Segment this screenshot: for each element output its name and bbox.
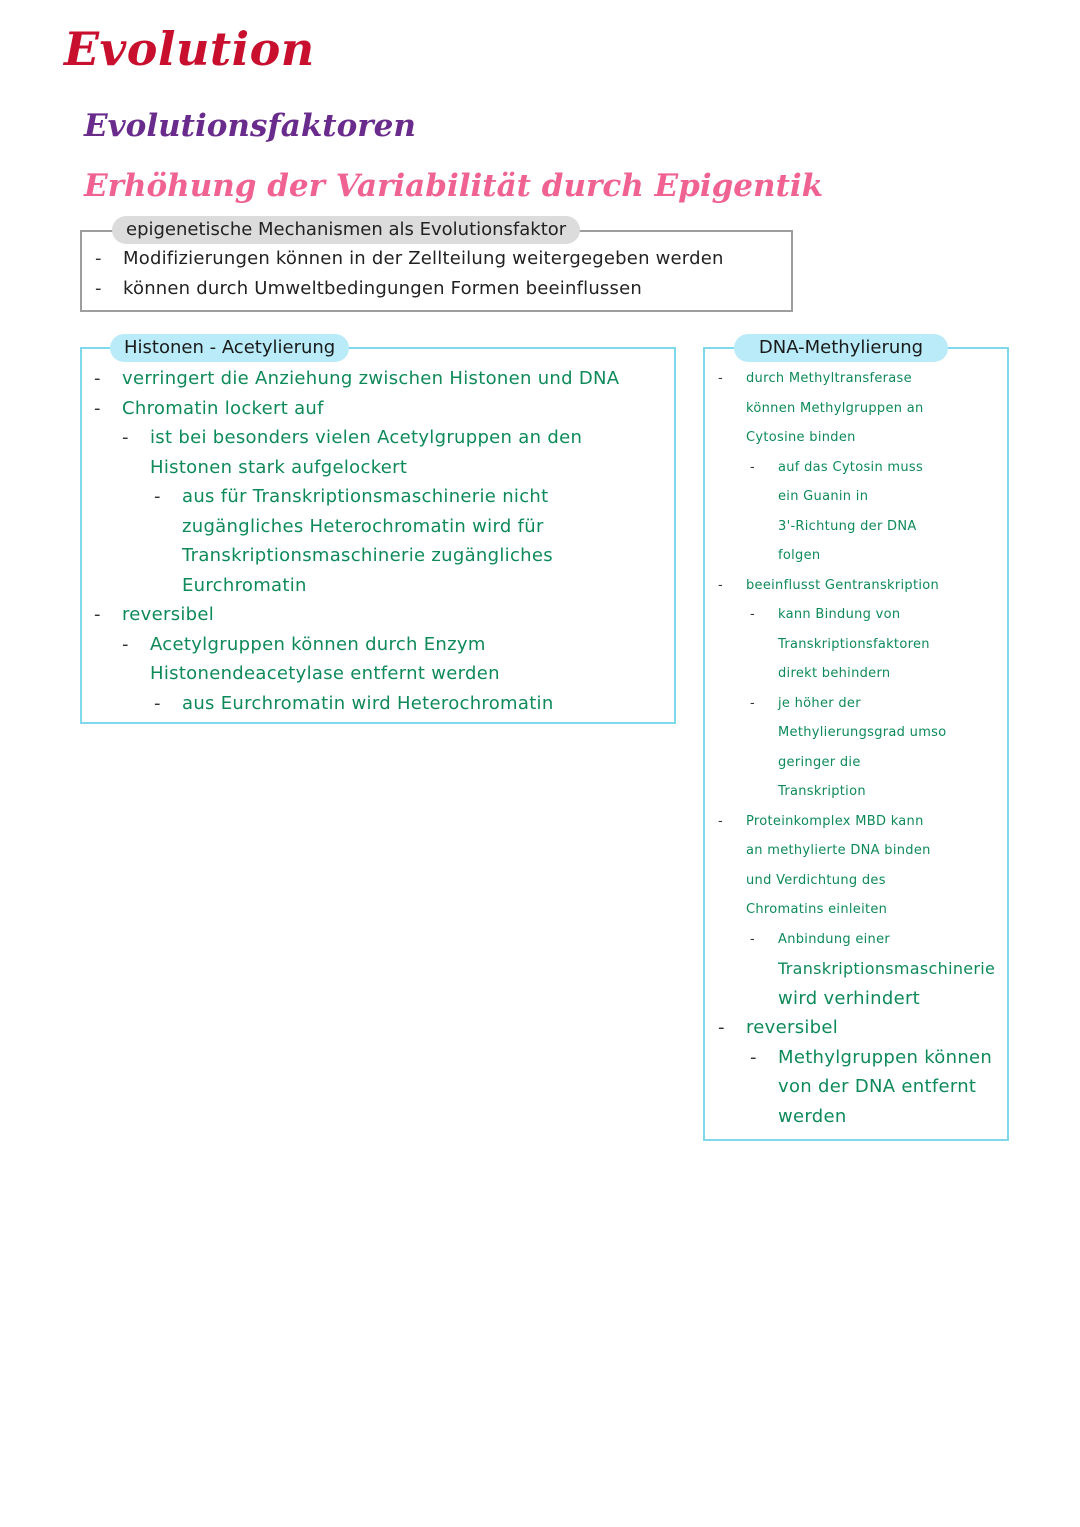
histone-item-1: - verringert die Anziehung zwischen Histonen und DNA (122, 364, 619, 394)
histone-item-7: - aus Eurchromatin wird Heterochromatin (182, 689, 619, 719)
intro-item-1: - Modifizierungen können in der Zellteilung weitergegeben werden (123, 244, 724, 274)
section-heading: Evolutionsfaktoren (84, 108, 416, 144)
intro-item-2: - können durch Umweltbedingungen Formen beeinflussen (123, 274, 724, 304)
dna-item-9-cont-1: von der DNA entfernt (778, 1076, 977, 1097)
histone-item-2: - Chromatin lockert auf (122, 394, 619, 424)
dna-item-4: - kann Bindung von (778, 600, 995, 630)
dna-item-6-cont-2: und Verdichtung des (746, 872, 886, 888)
dna-item-5-cont-1: Methylierungsgrad umso (778, 725, 947, 740)
dna-item-2-cont-1: ein Guanin in (778, 489, 869, 504)
dna-item-7: - Anbindung einer (778, 925, 995, 955)
intro-box-label: epigenetische Mechanismen als Evolutionsfaktor (112, 216, 580, 244)
dna-item-8: - reversibel (746, 1013, 995, 1043)
dna-item-6-cont-1: an methylierte DNA binden (746, 843, 931, 858)
dna-item-2-cont-2: 3'-Richtung der DNA (778, 518, 917, 534)
histone-item-4-cont-2: Transkriptionsmaschinerie zugängliches (182, 545, 553, 566)
dna-item-9: - Methylgruppen können (778, 1043, 995, 1073)
intro-list (123, 244, 724, 303)
dna-item-1-cont-2: Cytosine binden (746, 430, 856, 445)
histone-box-label: Histonen - Acetylierung (110, 334, 349, 362)
dna-item-4-cont-2: direkt behindern (778, 666, 891, 681)
dna-item-5-cont-3: Transkription (778, 784, 866, 799)
dna-item-6-cont-3: Chromatins einleiten (746, 902, 888, 917)
histone-list (122, 364, 619, 718)
dna-item-6: - Proteinkomplex MBD kann (746, 807, 995, 837)
dna-item-7-cont-2: wird verhindert (778, 987, 921, 1009)
dna-item-9-cont-2: werden (778, 1105, 847, 1127)
dna-item-5-cont-2: geringer die (778, 754, 861, 770)
histone-item-5: - reversibel (122, 600, 619, 630)
histone-item-4: - aus für Transkriptionsmaschinerie nicht (182, 482, 619, 512)
page-title: Evolution (64, 22, 315, 76)
dna-item-3: - beeinflusst Gentranskription (746, 571, 995, 601)
histone-item-4-cont-3: Eurchromatin (182, 574, 307, 596)
dna-list (746, 364, 995, 1131)
dna-item-4-cont-1: Transkriptionsfaktoren (778, 636, 930, 652)
dna-item-7-cont-1: Transkriptionsmaschinerie (778, 959, 996, 978)
histone-item-3: - ist bei besonders vielen Acetylgruppen an den (150, 423, 619, 453)
dna-item-2: - auf das Cytosin muss (778, 453, 995, 483)
subsection-heading: Erhöhung der Variabilität durch Epigentik (84, 168, 824, 204)
histone-item-6-cont: Histonendeacetylase entfernt werden (150, 663, 500, 684)
dna-box-label: DNA-Methylierung (734, 334, 948, 362)
dna-item-1-cont-1: können Methylgruppen an (746, 400, 924, 416)
histone-item-4-cont-1: zugängliches Heterochromatin wird für (182, 515, 544, 537)
dna-item-1: - durch Methyltransferase (746, 364, 995, 394)
histone-item-3-cont: Histonen stark aufgelockert (150, 456, 408, 478)
dna-item-2-cont-3: folgen (778, 548, 821, 563)
histone-item-6: - Acetylgruppen können durch Enzym (150, 630, 619, 660)
dna-item-5: - je höher der (778, 689, 995, 719)
